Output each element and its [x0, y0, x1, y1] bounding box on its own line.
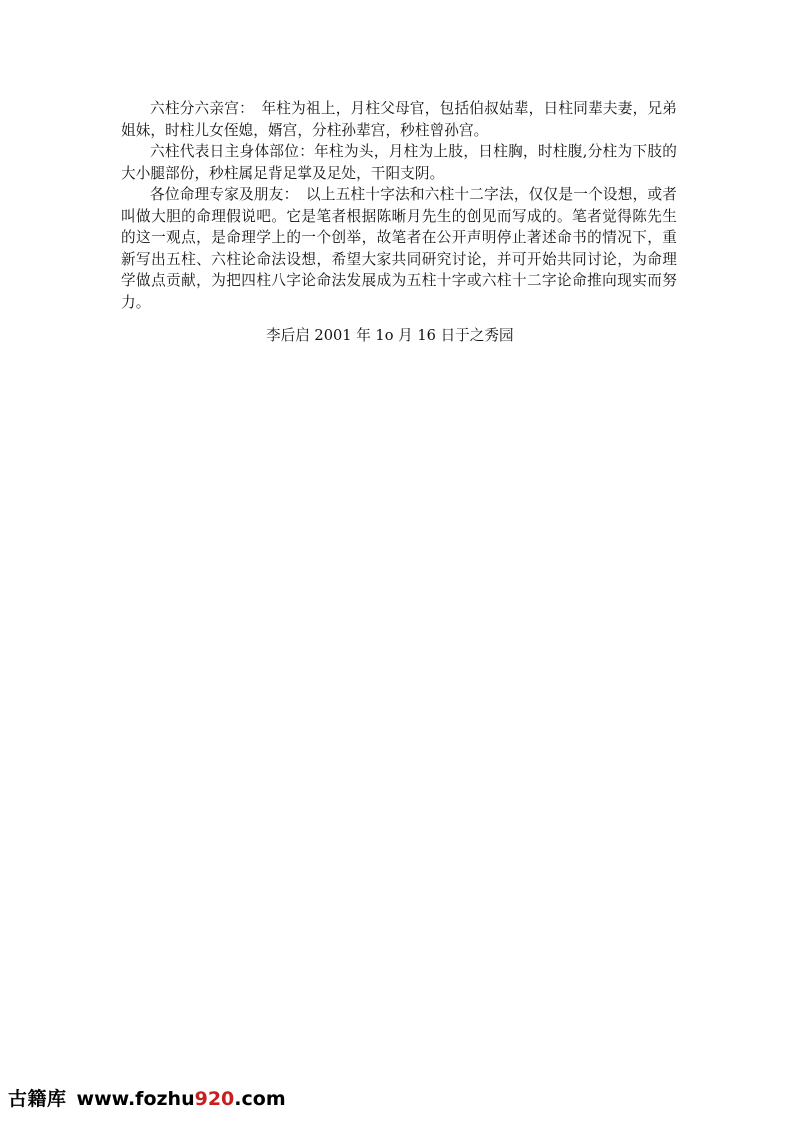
footer-brand: 古籍库 — [8, 1088, 67, 1110]
footer-url-prefix: www.fozhu — [76, 1088, 195, 1110]
footer-watermark — [8, 1086, 286, 1112]
paragraph-six-pillars-relatives: 六柱分六亲宫： 年柱为祖上，月柱父母官，包括伯叔姑辈，日柱同辈夫妻，兄弟姐妹，时柱儿女侄媳，婿宫，分柱孙辈宫，秒柱曾孙宫。 — [121, 100, 677, 139]
document-body — [121, 98, 677, 313]
footer-url-suffix: .com — [234, 1088, 286, 1110]
author-signature-date: 李后启 2001 年 1o 月 16 日于之秀园 — [266, 327, 514, 344]
paragraph-address-to-experts: 各位命理专家及朋友： 以上五柱十字法和六柱十二字法，仅仅是一个设想，或者叫做大胆的命理假说吧。它是笔者根据陈晰月先生的创见而写成的。笔者觉得陈先生的这一观点，是命理学上的一个创举，故笔者在公开声明停止著述命书的情况下，重新写出五柱、六柱论命法设想，希望大家共同研究讨论，并可开始共同讨论，为命理学做点贡献，为把四柱八字论命法发展成为五柱十字或六柱十二字论命推向现实而努力。 — [121, 186, 677, 311]
footer-url-number: 920 — [194, 1088, 235, 1110]
paragraph-six-pillars-body-parts: 六柱代表日主身体部位：年柱为头，月柱为上肢，日柱胸，时柱腹,分柱为下肢的大小腿部份，秒柱属足背足掌及足处，干阳支阴。 — [121, 143, 677, 182]
